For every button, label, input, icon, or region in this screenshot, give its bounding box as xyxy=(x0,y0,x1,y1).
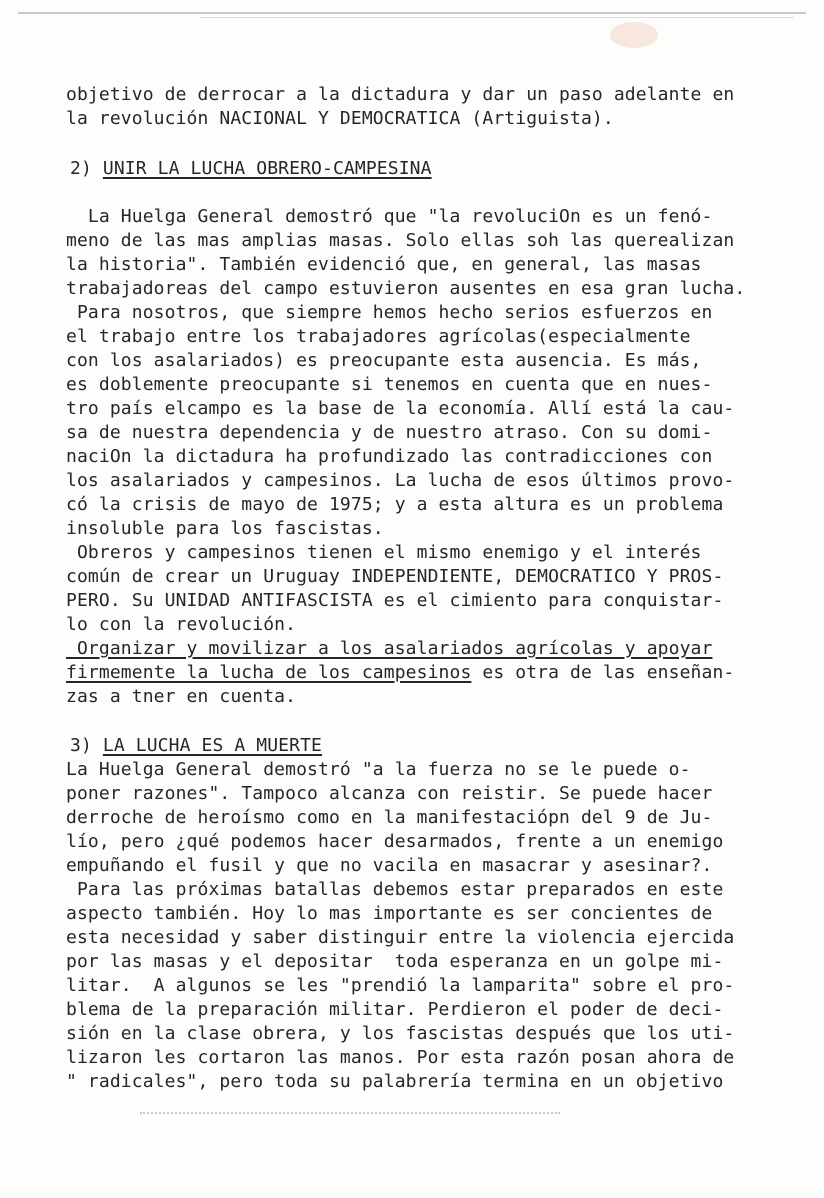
text-line: la revolución NACIONAL Y DEMOCRATICA (Artiguista). xyxy=(66,108,614,129)
text-line: objetivo de derrocar a la dictadura y dar un paso adelante en xyxy=(66,84,735,105)
text-line: Para nosotros, que siempre hemos hecho serios esfuerzos en xyxy=(66,302,713,323)
section-heading xyxy=(70,157,432,181)
section-number: 2) xyxy=(70,158,103,179)
section-heading xyxy=(70,734,322,758)
text-line: esta necesidad y saber distinguir entre la violencia ejercida xyxy=(66,927,735,948)
paper-stain xyxy=(610,22,658,48)
text-line: naciOn la dictadura ha profundizado las contradicciones con xyxy=(66,446,713,467)
text-line: poner razones". Tampoco alcanza con reistir. Se puede hacer xyxy=(66,783,713,804)
page-top-edge-secondary xyxy=(200,17,794,18)
line-tail: es otra de las enseñan- xyxy=(471,662,735,683)
text-line: PERO. Su UNIDAD ANTIFASCISTA es el cimiento para conquistar- xyxy=(66,590,724,611)
text-line: sión en la clase obrera, y los fascistas después que los uti- xyxy=(66,1023,735,1044)
text-line: el trabajo entre los trabajadores agrícolas(especialmente xyxy=(66,326,691,347)
underlined-line: Organizar y movilizar a los asalariados agrícolas y apoyar xyxy=(66,638,713,659)
section-number: 3) xyxy=(70,735,103,756)
text-line: insoluble para los fascistas. xyxy=(66,518,384,539)
page-top-edge xyxy=(18,12,806,14)
text-line: común de crear un Uruguay INDEPENDIENTE, DEMOCRATICO Y PROS- xyxy=(66,566,724,587)
text-line xyxy=(66,661,734,685)
text-line: litar. A algunos se les "prendió la lamparita" sobre el pro- xyxy=(66,975,735,996)
text-line: zas a tner en cuenta. xyxy=(66,686,297,707)
text-line: derroche de heroísmo como en la manifestaciópn del 9 de Ju- xyxy=(66,807,713,828)
text-line: Para las próximas batallas debemos estar preparados en este xyxy=(66,879,724,900)
text-line: blema de la preparación militar. Perdieron el poder de deci- xyxy=(66,999,724,1020)
text-line: " radicales", pero toda su palabrería termina en un objetivo xyxy=(66,1071,724,1092)
text-line: lo con la revolución. xyxy=(66,614,297,635)
text-line: empuñando el fusil y que no vacila en masacrar y asesinar?. xyxy=(66,855,713,876)
text-line: es doblemente preocupante si tenemos en cuenta que en nues- xyxy=(66,374,713,395)
text-line: meno de las mas amplias masas. Solo ellas soh las querealizan xyxy=(66,230,735,251)
text-line: lío, pero ¿qué podemos hacer desarmados, frente a un enemigo xyxy=(66,831,724,852)
text-line: con los asalariados) es preocupante esta ausencia. Es más, xyxy=(66,350,702,371)
text-line: trabajadoreas del campo estuvieron ausentes en esa gran lucha. xyxy=(66,278,746,299)
text-line: tro país elcampo es la base de la economía. Allí está la cau- xyxy=(66,398,735,419)
text-line: Obreros y campesinos tienen el mismo enemigo y el interés xyxy=(66,542,702,563)
bottom-dotted-mark xyxy=(140,1108,560,1114)
text-line: los asalariados y campesinos. La lucha de esos últimos provo- xyxy=(66,470,735,491)
text-line: La Huelga General demostró "a la fuerza no se le puede o- xyxy=(66,759,691,780)
section-title: UNIR LA LUCHA OBRERO-CAMPESINA xyxy=(102,158,432,179)
section-title: LA LUCHA ES A MUERTE xyxy=(102,735,323,756)
text-line: la historia". También evidenció que, en general, las masas xyxy=(66,254,702,275)
text-line: La Huelga General demostró que "la revoluciOn es un fenó- xyxy=(66,206,713,227)
underlined-phrase: firmemente la lucha de los campesinos xyxy=(66,662,472,683)
text-line: có la crisis de mayo de 1975; y a esta altura es un problema xyxy=(66,494,724,515)
text-line: lizaron les cortaron las manos. Por esta razón posan ahora de xyxy=(66,1047,735,1068)
text-line: por las masas y el depositar toda esperanza en un golpe mi- xyxy=(66,951,724,972)
text-line: aspecto también. Hoy lo mas importante es ser concientes de xyxy=(66,903,713,924)
text-line: sa de nuestra dependencia y de nuestro atraso. Con su domi- xyxy=(66,422,713,443)
